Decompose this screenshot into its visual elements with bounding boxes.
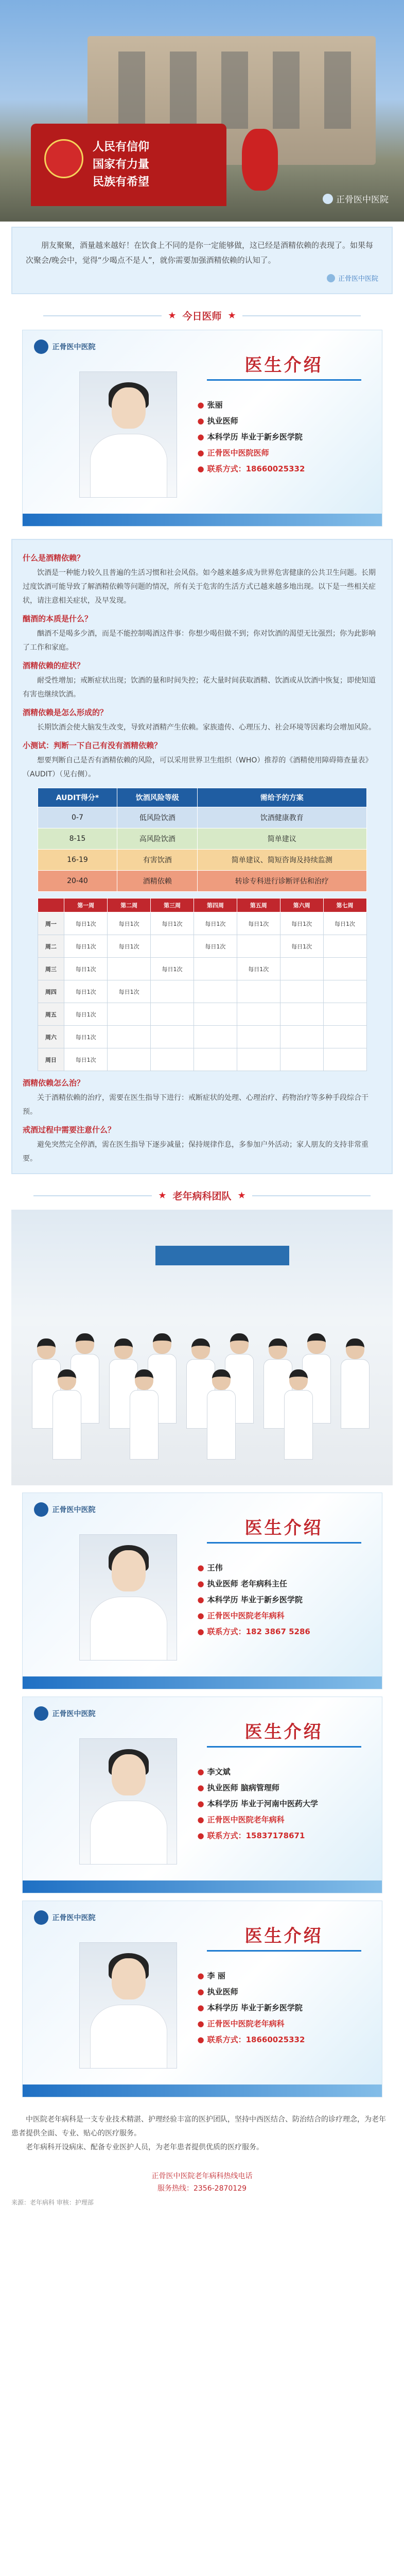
info-text: 正骨医中医院医师	[207, 448, 269, 457]
team-member	[341, 1338, 370, 1429]
plan-row-head: 周四	[38, 980, 64, 1003]
bullet-icon: ●	[197, 1611, 204, 1620]
plan-row-head: 周三	[38, 958, 64, 980]
info-text: 本科学历 毕业于新乡医学院	[207, 432, 303, 442]
info-text: 王伟	[207, 1563, 223, 1572]
card-title-underline	[207, 1542, 361, 1544]
bullet-icon: ●	[197, 1815, 204, 1824]
info-text: 执业医师 脑病管理师	[207, 1783, 279, 1792]
plan-cell: 每日1次	[194, 912, 237, 935]
doctor-photo	[79, 1738, 177, 1865]
plan-cell	[108, 1003, 151, 1026]
star-icon: ★	[158, 1190, 167, 1201]
hospital-logo-icon	[327, 274, 335, 282]
building-window	[118, 52, 145, 129]
plan-row-head: 周日	[38, 1048, 64, 1071]
plan-cell	[151, 935, 194, 958]
plan-cell	[194, 1026, 237, 1048]
member-head	[153, 1333, 171, 1354]
plan-cell	[323, 1003, 366, 1026]
team-member	[207, 1369, 236, 1460]
plan-cell: 每日1次	[323, 912, 366, 935]
bullet-icon: ●	[197, 1783, 204, 1792]
plan-header: 第四周	[194, 899, 237, 912]
info-text: 李 丽	[207, 1971, 225, 1980]
plan-cell	[151, 1026, 194, 1048]
plan-cell	[108, 958, 151, 980]
plan-cell	[194, 1048, 237, 1071]
member-head	[114, 1338, 133, 1359]
watermark-text: 正骨医中医院	[336, 195, 389, 205]
team-photo	[11, 1210, 393, 1485]
doctor-department	[198, 1608, 310, 1624]
doctor-title	[198, 1984, 305, 2000]
department-description	[0, 2105, 404, 2163]
photo-coat	[90, 434, 167, 498]
photo-head	[112, 1550, 146, 1591]
hospital-logo-icon	[34, 1502, 48, 1517]
signoff-text: 正骨医中医院	[338, 275, 378, 283]
divider	[242, 315, 361, 316]
table-row	[38, 912, 366, 935]
section-title-text: 老年病科团队	[172, 1191, 232, 1202]
footer-line: 服务热线：2356-2870129	[157, 2184, 247, 2193]
article-paragraph: 长期饮酒会使大脑发生改变，导致对酒精产生依赖。家族遗传、心理压力、社会环境等因素均会增加风险。	[37, 723, 376, 732]
footer-source: 来源：老年病科 审核：护理部	[11, 2199, 94, 2206]
plan-cell: 每日1次	[64, 1026, 108, 1048]
plan-cell	[194, 958, 237, 980]
building-window	[273, 52, 300, 129]
photo-coat	[90, 1597, 167, 1660]
plan-cell: 每日1次	[64, 980, 108, 1003]
audit-cell: 低风险饮酒	[117, 807, 198, 828]
intro-signoff	[26, 273, 378, 283]
table-row	[38, 980, 366, 1003]
plan-cell	[280, 1026, 323, 1048]
article-heading: 什么是酒精依赖？	[23, 553, 85, 563]
doctor-info	[198, 1968, 305, 2048]
plan-header: 第七周	[323, 899, 366, 912]
doctor-card	[22, 1697, 382, 1893]
hospital-logo-icon	[34, 1910, 48, 1925]
bullet-icon: ●	[197, 2035, 204, 2044]
slogan-sign	[31, 124, 226, 206]
divider	[252, 1195, 371, 1196]
plan-cell	[237, 935, 280, 958]
card-brand-text: 正骨医中医院	[52, 1506, 96, 1514]
table-row	[38, 828, 366, 850]
bullet-icon: ●	[197, 2003, 204, 2012]
hero-watermark	[323, 192, 389, 205]
plan-row-head: 周五	[38, 1003, 64, 1026]
plan-cell: 每日1次	[108, 935, 151, 958]
table-row	[38, 871, 366, 892]
card-title	[207, 351, 361, 381]
info-text: 正骨医中医院老年病科	[207, 2019, 285, 2028]
audit-cell: 简单建议、简短咨询及持续监测	[198, 850, 366, 871]
plan-cell: 每日1次	[64, 935, 108, 958]
info-text: 张丽	[207, 400, 223, 410]
article-paragraph: 耐受性增加；戒断症状出现；饮酒的量和时间失控；花大量时间获取酒精、饮酒或从饮酒中恢复；即使知道有害也继续饮酒。	[23, 676, 376, 699]
bullet-icon: ●	[197, 1799, 204, 1808]
table-row	[38, 1048, 366, 1071]
doctor-education	[198, 1796, 318, 1812]
bullet-icon: ●	[197, 1579, 204, 1588]
doctor-education	[198, 2000, 305, 2016]
plan-header: 第一周	[64, 899, 108, 912]
plan-row-head: 周一	[38, 912, 64, 935]
table-row	[38, 807, 366, 828]
card-title-text: 医生介绍	[244, 1518, 323, 1538]
plan-header: 第二周	[108, 899, 151, 912]
audit-header: 需给予的方案	[198, 788, 366, 807]
plan-cell	[237, 1003, 280, 1026]
plan-cell	[237, 1026, 280, 1048]
info-text: 执业医师	[207, 416, 238, 426]
card-title-text: 医生介绍	[244, 1722, 323, 1742]
member-head	[230, 1333, 249, 1354]
article-paragraph: 饮酒是一种能力较久且普遍的生活习惯和社会风俗。如今越来越多成为世界危害健康的公共卫生问题。长期过度饮酒可能导致了解酒精依赖等问题的情况，所有关于危害的生活方式已越来越多地出现。以下是一些相关症状，请注意相关症状，及早发现。	[23, 569, 376, 605]
info-text: 本科学历 毕业于新乡医学院	[207, 1595, 303, 1604]
sign-line: 民族有希望	[93, 175, 150, 189]
plan-cell	[237, 980, 280, 1003]
audit-cell: 20-40	[38, 871, 117, 892]
member-head	[212, 1369, 231, 1390]
article-paragraph: 避免突然完全停酒，需在医生指导下逐步减量；保持规律作息，多参加户外活动；家人朋友的支持非常重要。	[23, 1141, 368, 1163]
team-member	[284, 1369, 313, 1460]
article-heading: 小测试：判断一下自己有没有酒精依赖？	[23, 741, 162, 750]
doctor-name	[198, 1764, 318, 1780]
plan-cell: 每日1次	[108, 912, 151, 935]
doctor-title	[198, 1780, 318, 1796]
plan-cell	[323, 1048, 366, 1071]
card-title	[207, 1718, 361, 1748]
section-title	[0, 309, 404, 323]
table-row	[38, 1003, 366, 1026]
member-coat	[284, 1390, 313, 1460]
plan-cell: 每日1次	[237, 958, 280, 980]
info-text: 本科学历 毕业于新乡医学院	[207, 2003, 303, 2012]
plan-cell	[323, 935, 366, 958]
building-window	[324, 52, 351, 129]
card-brand-text: 正骨医中医院	[52, 343, 96, 351]
photo-head	[112, 387, 146, 429]
plan-cell	[280, 1048, 323, 1071]
doctor-info	[198, 397, 305, 477]
intro-panel	[11, 227, 393, 294]
card-stripe	[23, 1880, 382, 1893]
info-text: 联系方式：18660025332	[207, 464, 305, 473]
plan-cell	[194, 1003, 237, 1026]
card-brand	[34, 1910, 96, 1925]
doctor-title	[198, 1576, 310, 1592]
hero-image	[0, 0, 404, 222]
audit-table	[38, 788, 367, 892]
info-text: 正骨医中医院老年病科	[207, 1815, 285, 1824]
member-head	[307, 1333, 326, 1354]
hospital-logo-icon	[34, 1706, 48, 1721]
doctor-contact	[198, 1624, 310, 1640]
doctor-department	[198, 445, 305, 461]
star-icon: ★	[227, 310, 236, 321]
plan-cell	[323, 980, 366, 1003]
plan-cell: 每日1次	[64, 1003, 108, 1026]
plan-cell	[323, 1026, 366, 1048]
doctor-name	[198, 1560, 310, 1576]
doctor-card	[22, 1493, 382, 1689]
sign-line: 人民有信仰	[93, 140, 150, 154]
audit-cell: 酒精依赖	[117, 871, 198, 892]
audit-cell: 0-7	[38, 807, 117, 828]
team-member	[130, 1369, 159, 1460]
divider	[33, 1195, 152, 1196]
card-title-underline	[207, 379, 361, 381]
doctor-photo	[79, 1942, 177, 2069]
doctor-contact	[198, 2032, 305, 2048]
table-row	[38, 1026, 366, 1048]
card-brand-text: 正骨医中医院	[52, 1914, 96, 1922]
member-head	[289, 1369, 308, 1390]
bullet-icon: ●	[197, 1767, 204, 1776]
doctor-photo	[79, 371, 177, 498]
member-coat	[341, 1359, 370, 1429]
doctor-department	[198, 1812, 318, 1828]
plan-header: 第六周	[280, 899, 323, 912]
card-title-underline	[207, 1950, 361, 1952]
plan-table	[38, 898, 367, 1071]
building-window	[221, 52, 248, 129]
star-icon: ★	[168, 310, 177, 321]
member-head	[76, 1333, 94, 1354]
plan-cell: 每日1次	[64, 912, 108, 935]
member-head	[346, 1338, 364, 1359]
info-text: 正骨医中医院老年病科	[207, 1611, 285, 1620]
info-text: 执业医师 老年病科主任	[207, 1579, 287, 1588]
card-title	[207, 1514, 361, 1544]
card-title	[207, 1922, 361, 1952]
divider	[43, 315, 162, 316]
member-head	[191, 1338, 210, 1359]
plan-cell	[151, 1003, 194, 1026]
bullet-icon: ●	[197, 1595, 204, 1604]
plan-cell	[108, 1048, 151, 1071]
plan-cell	[280, 1003, 323, 1026]
emblem-icon	[44, 139, 83, 178]
info-text: 联系方式：18660025332	[207, 2035, 305, 2044]
section-title	[0, 1189, 404, 1202]
card-title-text: 医生介绍	[244, 355, 323, 376]
plan-cell: 每日1次	[194, 935, 237, 958]
article-heading: 酗酒的本质是什么？	[23, 614, 93, 623]
bullet-icon: ●	[197, 1971, 204, 1980]
hospital-logo-icon	[323, 194, 333, 204]
article-heading: 酒精依赖是怎么形成的？	[23, 708, 108, 717]
doctor-photo	[79, 1534, 177, 1660]
bullet-icon: ●	[197, 416, 204, 426]
plan-cell	[323, 958, 366, 980]
plan-cell	[194, 980, 237, 1003]
doctor-name	[198, 397, 305, 413]
star-icon: ★	[237, 1190, 246, 1201]
table-row	[38, 958, 366, 980]
audit-header: AUDIT得分*	[38, 788, 117, 807]
doctor-department	[198, 2016, 305, 2032]
bullet-icon: ●	[197, 1563, 204, 1572]
footer-line: 正骨医中医院老年病科热线电话	[151, 2172, 253, 2180]
plan-cell: 每日1次	[108, 980, 151, 1003]
team-member	[52, 1369, 81, 1460]
building-window	[170, 52, 197, 129]
card-brand	[34, 1706, 96, 1721]
bullet-icon: ●	[197, 448, 204, 457]
doctor-card	[22, 330, 382, 527]
intro-paragraph: 朋友聚聚，酒量越来越好！在饮食上不同的是你一定能够做，这已经是酒精依赖的表现了。如果每次聚会/晚会中，觉得“少喝点不是人”，就你需要加强酒精依赖的认知了。	[26, 241, 374, 265]
doctor-name	[198, 1968, 305, 1984]
doctor-education	[198, 429, 305, 445]
card-stripe	[23, 1676, 382, 1689]
bullet-icon: ●	[197, 1831, 204, 1840]
card-stripe	[23, 2084, 382, 2097]
plan-cell	[280, 958, 323, 980]
bullet-icon: ●	[197, 464, 204, 473]
plan-cell	[280, 980, 323, 1003]
info-text: 本科学历 毕业于河南中医药大学	[207, 1799, 318, 1808]
plan-cell: 每日1次	[151, 958, 194, 980]
audit-cell: 有害饮酒	[117, 850, 198, 871]
member-head	[58, 1369, 76, 1390]
photo-coat	[90, 2005, 167, 2069]
card-title-text: 医生介绍	[244, 1926, 323, 1946]
card-title-underline	[207, 1746, 361, 1748]
article-paragraph: 关于酒精依赖的治疗，需要在医生指导下进行：戒断症状的处理、心理治疗、药物治疗等多种手段综合干预。	[23, 1094, 368, 1116]
member-coat	[52, 1390, 81, 1460]
bullet-icon: ●	[197, 1987, 204, 1996]
plan-header	[38, 899, 64, 912]
audit-cell: 高风险饮酒	[117, 828, 198, 850]
card-brand	[34, 340, 96, 354]
member-coat	[207, 1390, 236, 1460]
doctor-info	[198, 1560, 310, 1640]
doctor-title	[198, 413, 305, 429]
lantern-decoration	[242, 129, 278, 191]
hospital-logo-icon	[34, 340, 48, 354]
plan-cell: 每日1次	[237, 912, 280, 935]
article-heading: 戒酒过程中需要注意什么？	[23, 1125, 116, 1134]
bullet-icon: ●	[197, 400, 204, 410]
member-coat	[130, 1390, 159, 1460]
audit-cell: 8-15	[38, 828, 117, 850]
audit-cell: 简单建议	[198, 828, 366, 850]
plan-header: 第三周	[151, 899, 194, 912]
member-head	[37, 1338, 56, 1359]
audit-header: 饮酒风险等级	[117, 788, 198, 807]
doctor-education	[198, 1592, 310, 1608]
article-heading: 酒精依赖怎么治？	[23, 1078, 85, 1088]
member-head	[135, 1369, 153, 1390]
article-paragraph: 酗酒不是喝多少酒，而是不能控制喝酒这件事：你想少喝但做不到；你对饮酒的渴望无比强烈；你为此影响了工作和家庭。	[23, 630, 376, 652]
member-head	[269, 1338, 287, 1359]
plan-cell: 每日1次	[64, 958, 108, 980]
plan-cell: 每日1次	[64, 1048, 108, 1071]
wall-sign	[155, 1246, 289, 1265]
plan-cell	[237, 1048, 280, 1071]
audit-cell: 饮酒健康教育	[198, 807, 366, 828]
photo-coat	[90, 1801, 167, 1865]
photo-head	[112, 1958, 146, 1999]
description-paragraph: 老年病科开设病床、配备专业医护人员，为老年患者提供优质的医疗服务。	[26, 2143, 264, 2151]
info-text: 联系方式：182 3867 5286	[207, 1627, 310, 1636]
plan-cell	[151, 980, 194, 1003]
article-heading: 酒精依赖的症状？	[23, 661, 85, 670]
sign-line: 国家有力量	[93, 158, 150, 171]
plan-row-head: 周六	[38, 1026, 64, 1048]
plan-cell: 每日1次	[280, 935, 323, 958]
doctor-card	[22, 1901, 382, 2097]
doctor-contact	[198, 1828, 318, 1844]
info-text: 李文斌	[207, 1767, 231, 1776]
plan-row-head: 周二	[38, 935, 64, 958]
plan-cell: 每日1次	[151, 912, 194, 935]
table-row	[38, 850, 366, 871]
photo-head	[112, 1754, 146, 1795]
article-paragraph: 想要判断自己是否有酒精依赖的风险，可以采用世界卫生组织（WHO）推荐的《酒精使用障碍筛查量表》（AUDIT）（见右侧）。	[23, 756, 373, 778]
table-row	[38, 935, 366, 958]
article-panel	[11, 539, 393, 1174]
plan-cell	[108, 1026, 151, 1048]
doctor-info	[198, 1764, 318, 1844]
audit-cell: 16-19	[38, 850, 117, 871]
info-text: 执业医师	[207, 1987, 238, 1996]
info-text: 联系方式：15837178671	[207, 1831, 305, 1840]
plan-cell: 每日1次	[280, 912, 323, 935]
footer	[0, 2163, 404, 2227]
plan-header: 第五周	[237, 899, 280, 912]
bullet-icon: ●	[197, 432, 204, 442]
card-brand-text: 正骨医中医院	[52, 1710, 96, 1718]
doctor-contact	[198, 461, 305, 477]
description-paragraph: 中医院老年病科是一支专业技术精湛、护理经验丰富的医护团队，坚持中西医结合、防治结合的诊疗理念，为老年患者提供全面、专业、贴心的医疗服务。	[11, 2115, 386, 2138]
card-stripe	[23, 514, 382, 526]
plan-cell	[151, 1048, 194, 1071]
bullet-icon: ●	[197, 1627, 204, 1636]
audit-cell: 转诊专科进行诊断评估和治疗	[198, 871, 366, 892]
bullet-icon: ●	[197, 2019, 204, 2028]
section-title-text: 今日医师	[182, 311, 222, 322]
card-brand	[34, 1502, 96, 1517]
